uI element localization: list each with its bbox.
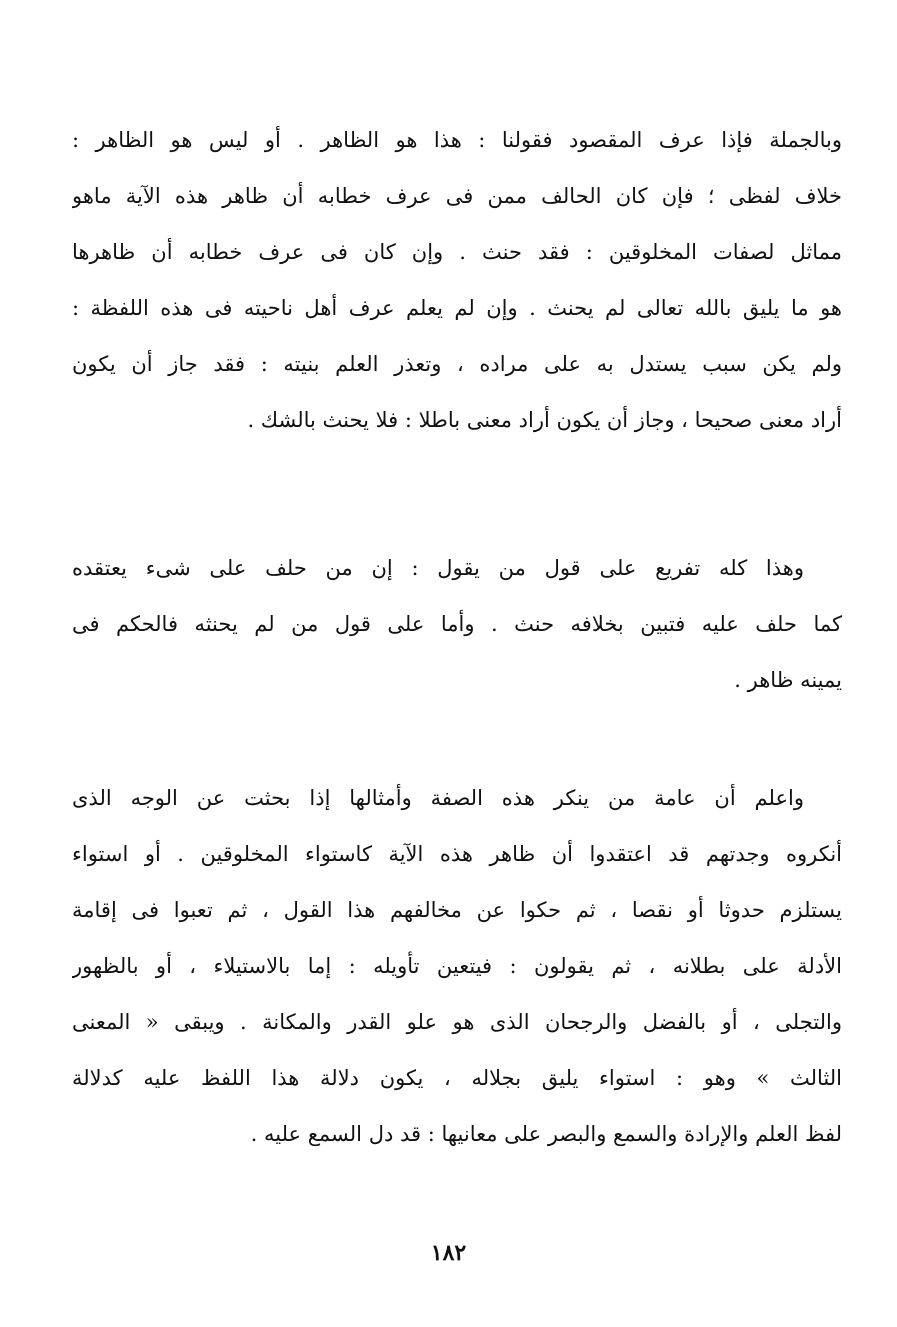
- text-line: والتجلى ، أو بالفضل والرجحان الذى هو علو القدر والمكانة . ويبقى « المعنى: [72, 1010, 842, 1034]
- paragraph-1: [72, 112, 842, 448]
- page-number: ١٨٢: [430, 1240, 467, 1266]
- text-line: الأدلة على بطلانه ، ثم يقولون : فيتعين تأويله : إما بالاستيلاء ، أو بالظهور: [72, 954, 842, 978]
- text-line: وهذا كله تفريع على قول من يقول : إن من حلف على شىء يعتقده: [72, 556, 804, 580]
- text-line: الثالث » وهو : استواء يليق بجلاله ، يكون دلالة هذا اللفظ عليه كدلالة: [72, 1066, 842, 1090]
- paragraph-3: [72, 770, 842, 1162]
- text-line: أراد معنى صحيحا ، وجاز أن يكون أراد معنى باطلا : فلا يحنث بالشك .: [247, 408, 842, 432]
- text-line: مماثل لصفات المخلوقين : فقد حنث . وإن كان فى عرف خطابه أن ظاهرها: [72, 240, 842, 264]
- text-line: واعلم أن عامة من ينكر هذه الصفة وأمثالها إذا بحثت عن الوجه الذى: [72, 786, 804, 810]
- text-line: خلاف لفظى ؛ فإن كان الحالف ممن فى عرف خطابه أن ظاهر هذه الآية ماهو: [72, 184, 842, 208]
- text-line: كما حلف عليه فتبين بخلافه حنث . وأما على قول من لم يحنثه فالحكم فى: [72, 612, 842, 636]
- text-line: هو ما يليق بالله تعالى لم يحنث . وإن لم يعلم عرف أهل ناحيته فى هذه اللفظة :: [72, 296, 842, 320]
- text-line: أنكروه وجدتهم قد اعتقدوا أن ظاهر هذه الآية كاستواء المخلوقين . أو استواء: [72, 842, 842, 866]
- text-line: يستلزم حدوثا أو نقصا ، ثم حكوا عن مخالفهم هذا القول ، ثم تعبوا فى إقامة: [72, 898, 842, 922]
- text-line: يمينه ظاهر .: [734, 668, 842, 692]
- text-line: لفظ العلم والإرادة والسمع والبصر على معانيها : قد دل السمع عليه .: [250, 1122, 842, 1146]
- text-line: ولم يكن سبب يستدل به على مراده ، وتعذر العلم بنيته : فقد جاز أن يكون: [72, 352, 842, 376]
- text-line: وبالجملة فإذا عرف المقصود فقولنا : هذا هو الظاهر . أو ليس هو الظاهر :: [72, 128, 842, 152]
- paragraph-2: [72, 540, 842, 708]
